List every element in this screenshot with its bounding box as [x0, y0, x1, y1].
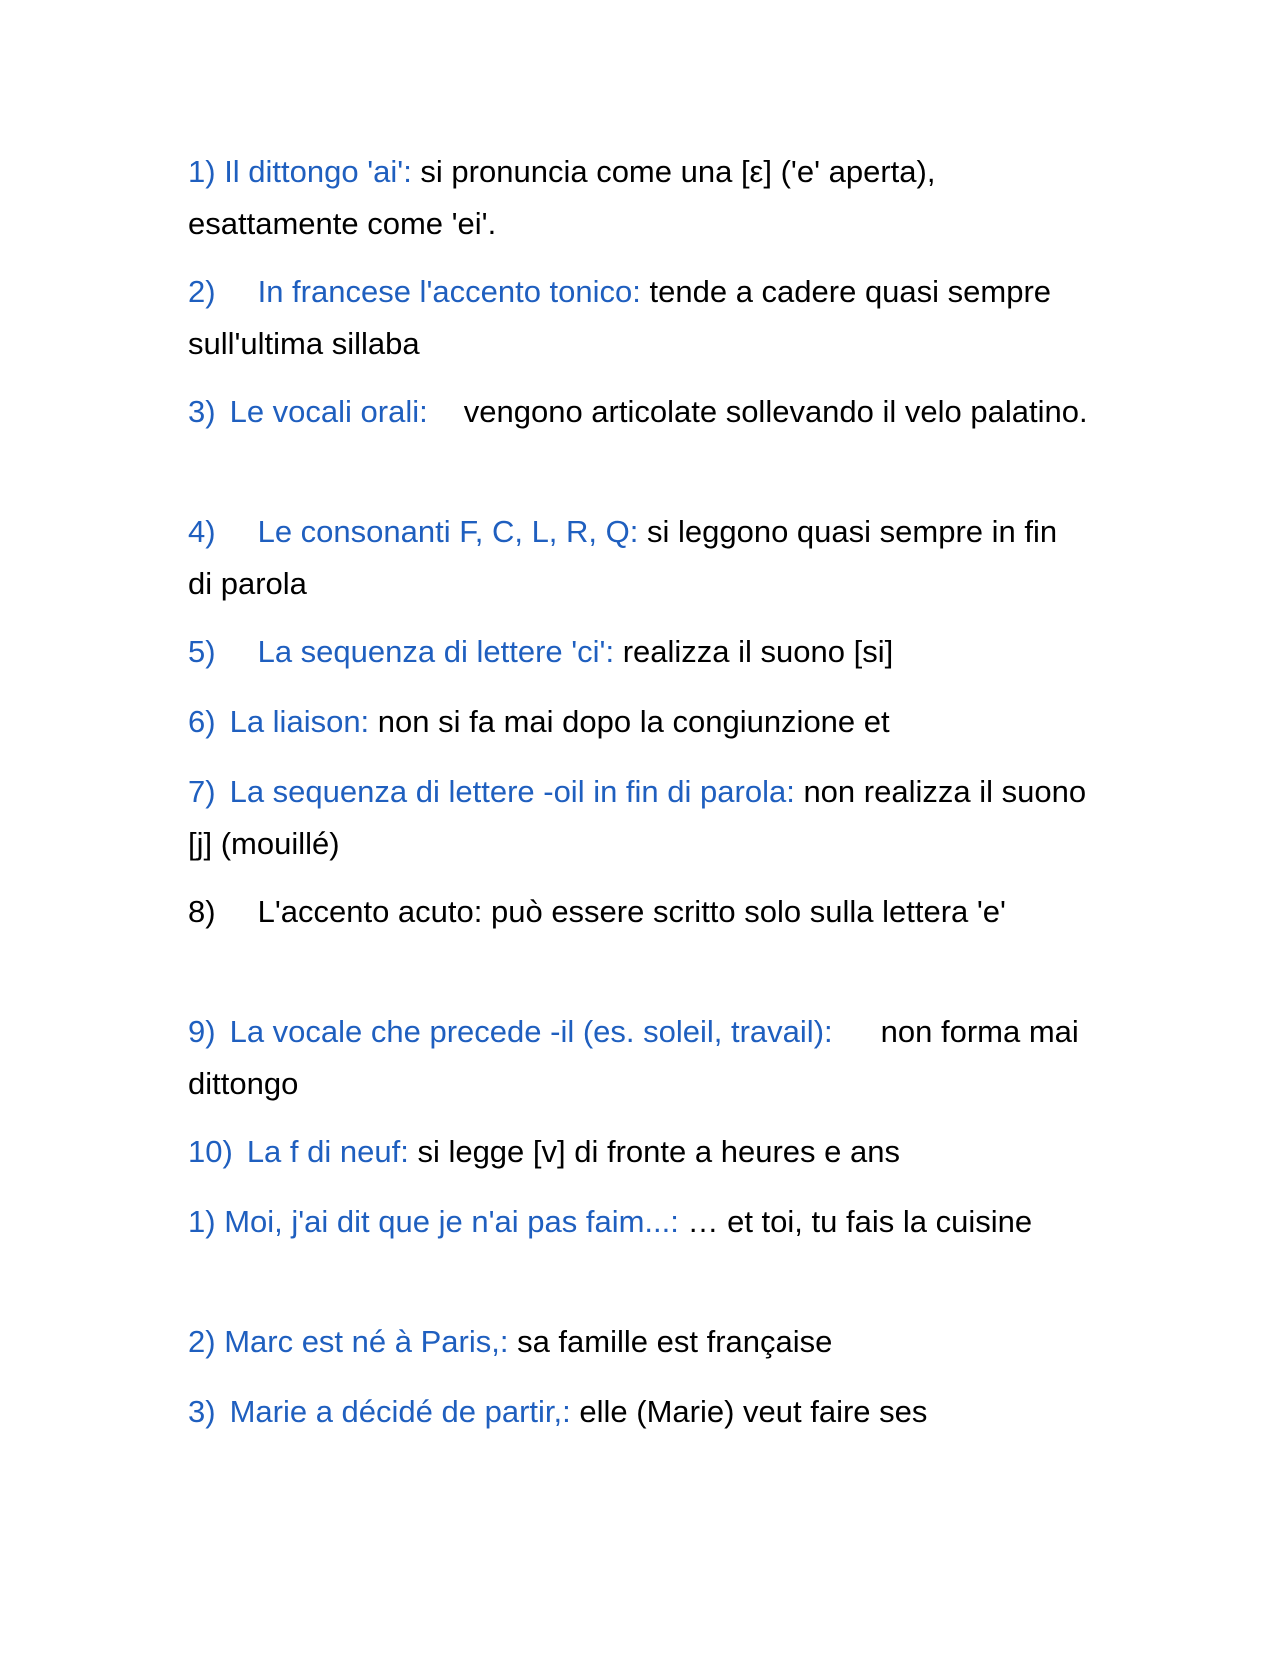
item-number: 8) [188, 894, 216, 929]
item-text: tende a cadere quasi sempre sull'ultima sillaba [188, 274, 1052, 361]
item-text: L'accento acuto: può essere scritto solo sulla lettera 'e' [257, 894, 1006, 929]
item-number: 6) [188, 704, 216, 739]
item-text: realizza il suono [si] [614, 634, 894, 669]
item-label: Il dittongo 'ai': [224, 154, 412, 189]
list-item [188, 1386, 1088, 1438]
item-text: si legge [v] di fronte a heures e ans [408, 1134, 900, 1169]
item-label: La f di neuf: [246, 1134, 409, 1169]
item-label: La sequenza di lettere -oil in fin di parola: [229, 774, 795, 809]
list-item [188, 1196, 1088, 1248]
list-item [188, 1006, 1088, 1110]
item-label: La vocale che precede -il (es. soleil, travail): [229, 1014, 833, 1049]
list-item [188, 626, 1088, 678]
item-number: 5) [188, 634, 216, 669]
list-item [188, 886, 1088, 938]
list-item [188, 766, 1088, 870]
item-number: 3) [188, 394, 216, 429]
list-item [188, 386, 1088, 438]
item-label: Marc est né à Paris,: [224, 1324, 509, 1359]
item-number: 4) [188, 514, 216, 549]
item-number: 1) [188, 1204, 225, 1239]
item-number: 10) [188, 1134, 233, 1169]
item-number: 2) [188, 274, 216, 309]
list-item [188, 696, 1088, 748]
item-text: non forma mai dittongo [188, 1014, 1079, 1101]
item-label: In francese l'accento tonico: [257, 274, 641, 309]
list-item [188, 506, 1088, 610]
item-number: 7) [188, 774, 216, 809]
item-text: si leggono quasi sempre in fin di parola [188, 514, 1058, 601]
item-text: non realizza il suono [j] (mouillé) [188, 774, 1087, 861]
item-label: La sequenza di lettere 'ci': [257, 634, 615, 669]
item-text: vengono articolate sollevando il velo palatino. [463, 394, 1088, 429]
item-number: 1) [188, 154, 225, 189]
item-text: … et toi, tu fais la cuisine [678, 1204, 1033, 1239]
list-item [188, 266, 1088, 370]
list-item [188, 1316, 1088, 1368]
item-text: si pronuncia come una [ε] ('e' aperta), esattamente come 'ei'. [188, 154, 936, 241]
item-label: La liaison: [229, 704, 370, 739]
item-label: Moi, j'ai dit que je n'ai pas faim...: [224, 1204, 679, 1239]
item-label: Le consonanti F, C, L, R, Q: [257, 514, 639, 549]
item-number: 9) [188, 1014, 216, 1049]
item-text: non si fa mai dopo la congiunzione et [369, 704, 890, 739]
list-item [188, 1126, 1088, 1178]
item-number: 3) [188, 1394, 216, 1429]
item-text: sa famille est française [508, 1324, 833, 1359]
item-text: elle (Marie) veut faire ses [570, 1394, 928, 1429]
list-item [188, 146, 1088, 250]
item-label: Marie a décidé de partir,: [229, 1394, 571, 1429]
item-label: Le vocali orali: [229, 394, 428, 429]
item-number: 2) [188, 1324, 225, 1359]
